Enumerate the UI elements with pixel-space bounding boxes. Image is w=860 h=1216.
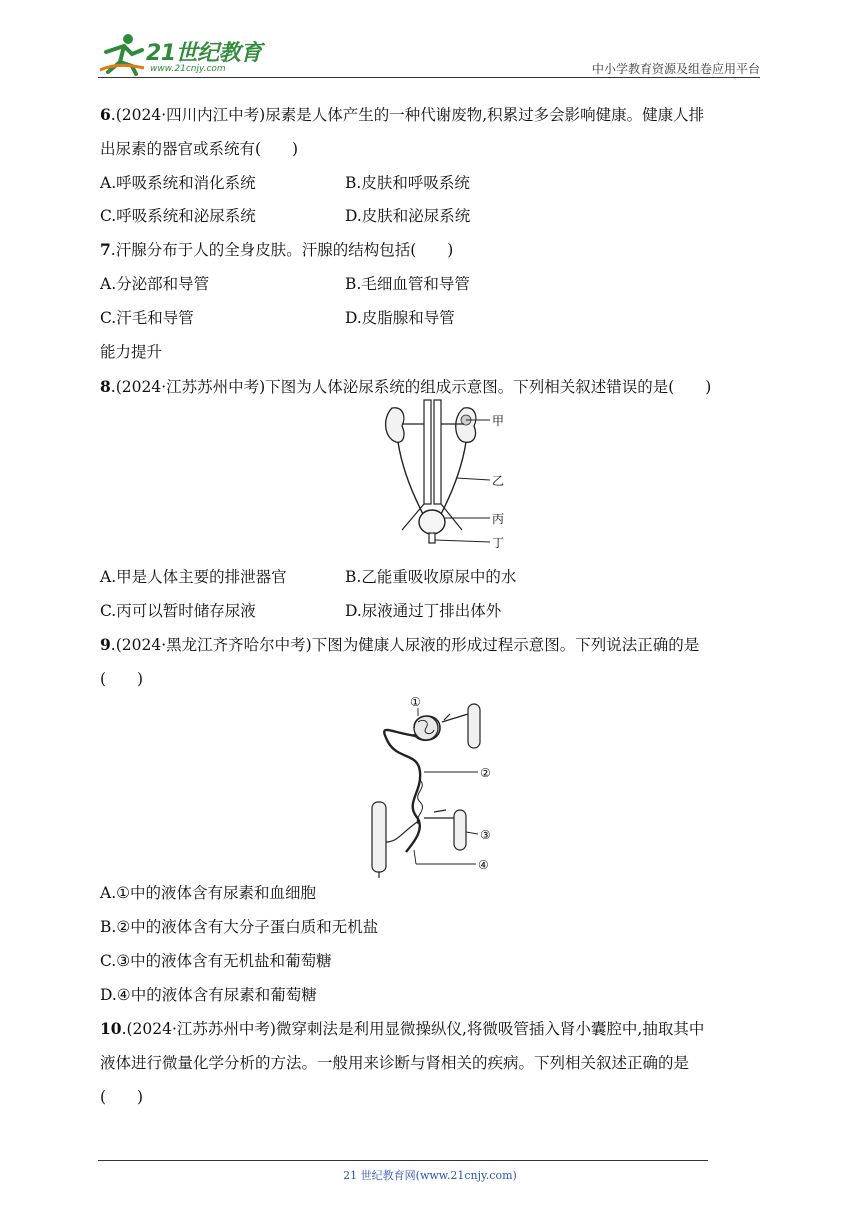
q10-stem-text: .(2024·江苏苏州中考)微穿刺法是利用显微操纵仪,将微吸管插入肾小囊腔中,抽取其中 — [121, 1020, 705, 1038]
q8-option-c: C.丙可以暂时储存尿液 — [100, 602, 256, 620]
q9-option-b: B.②中的液体含有大分子蛋白质和无机盐 — [100, 918, 379, 936]
urinary-system-figure — [382, 398, 512, 550]
q9-option-a: A.①中的液体含有尿素和血细胞 — [100, 884, 317, 902]
q6-option-d: D.皮肤和泌尿系统 — [345, 207, 471, 225]
fig8-label-bing: 丙 — [492, 512, 505, 526]
q10-stem-line1 — [100, 1018, 704, 1040]
q8-option-b: B.乙能重吸收原尿中的水 — [345, 568, 517, 586]
q7-option-b: B.毛细血管和导管 — [345, 275, 470, 293]
page-footer: 21 世纪教育网(www.21cnjy.com) — [343, 1169, 517, 1182]
q7-number: 7 — [100, 240, 111, 259]
q9-number: 9 — [100, 635, 111, 654]
q8-stem-text: .(2024·江苏苏州中考)下图为人体泌尿系统的组成示意图。下列相关叙述错误的是( ) — [110, 378, 712, 396]
section-heading: 能力提升 — [100, 343, 163, 361]
q7-option-d: D.皮脂腺和导管 — [345, 309, 455, 327]
q8-number: 8 — [100, 377, 111, 396]
site-logo — [98, 32, 268, 76]
page-header — [98, 30, 760, 80]
q7-stem-text: .汗腺分布于人的全身皮肤。汗腺的结构包括( ) — [110, 241, 454, 259]
logo-url: www.21cnjy.com — [150, 64, 226, 74]
fig9-label-1: ① — [410, 695, 421, 709]
q9-stem-line2: ( ) — [100, 670, 144, 688]
q9-option-d: D.④中的液体含有尿素和葡萄糖 — [100, 986, 317, 1004]
fig9-label-3: ③ — [480, 828, 491, 842]
q7-option-a: A.分泌部和导管 — [100, 275, 210, 293]
runner-logo-icon — [98, 32, 146, 76]
q7-option-c: C.汗毛和导管 — [100, 309, 194, 327]
q6-stem-text: .(2024·四川内江中考)尿素是人体产生的一种代谢废物,积累过多会影响健康。健康人排 — [110, 106, 705, 124]
fig8-label-jia: 甲 — [492, 414, 505, 428]
q6-stem-line2: 出尿素的器官或系统有( ) — [100, 140, 299, 158]
footer-divider — [98, 1160, 708, 1161]
q9-option-c: C.③中的液体含有无机盐和葡萄糖 — [100, 952, 332, 970]
q8-stem-line1 — [100, 376, 711, 398]
q6-number: 6 — [100, 105, 111, 124]
fig8-label-yi: 乙 — [492, 474, 505, 488]
logo-text: 21世纪教育 — [146, 41, 262, 66]
q6-option-b: B.皮肤和呼吸系统 — [345, 174, 470, 192]
q9-stem-line1 — [100, 634, 699, 656]
fig9-label-2: ② — [480, 766, 491, 780]
q6-option-a: A.呼吸系统和消化系统 — [100, 174, 256, 192]
q9-stem-text: .(2024·黑龙江齐齐哈尔中考)下图为健康人尿液的形成过程示意图。下列说法正确的是 — [110, 636, 700, 654]
fig8-label-ding: 丁 — [492, 536, 505, 550]
nephron-figure — [358, 692, 508, 878]
q7-stem-line1 — [100, 239, 453, 261]
q8-option-d: D.尿液通过丁排出体外 — [345, 602, 502, 620]
header-divider — [98, 77, 760, 78]
q10-stem-line3: ( ) — [100, 1088, 144, 1106]
q10-stem-line2: 液体进行微量化学分析的方法。一般用来诊断与肾相关的疾病。下列相关叙述正确的是 — [100, 1054, 690, 1072]
q10-number: 10 — [100, 1019, 122, 1038]
q6-option-c: C.呼吸系统和泌尿系统 — [100, 207, 256, 225]
platform-name: 中小学教育资源及组卷应用平台 — [591, 62, 760, 76]
q8-option-a: A.甲是人体主要的排泄器官 — [100, 568, 287, 586]
fig9-label-4: ④ — [478, 858, 489, 872]
q6-stem-line1 — [100, 104, 704, 126]
